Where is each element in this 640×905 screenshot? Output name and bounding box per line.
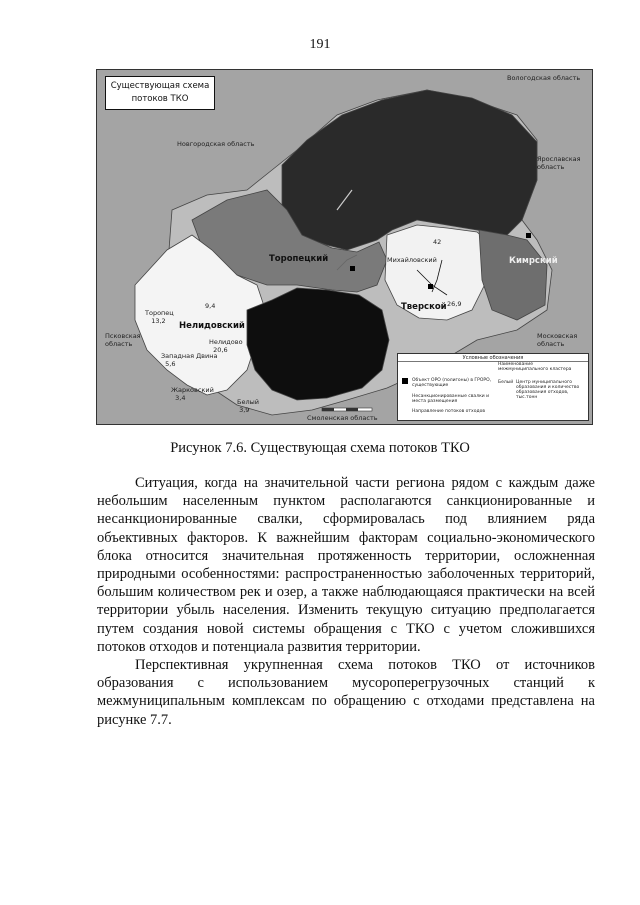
label-nelidovo-district: Нелидовский (179, 321, 245, 331)
legend-item-flow: Направление потоков отходов (412, 409, 485, 414)
paragraph-2: Перспективная укрупненная схема потоков ТКО от источников образования с использованием мусороперегрузочных станций к межмуниципальным комплексам по обращению с отходами представлена на рисунке 7.7. (97, 657, 595, 728)
label-yaroslavl: Ярославская область (537, 155, 581, 171)
legend-item-dumps: Несанкционированные свалки и места размещения (412, 394, 490, 404)
label-toropets-district: Торопецкий (269, 254, 329, 264)
label-bely: Белый 3,9 (237, 398, 259, 414)
legend-item-center: Центр муниципального образования и количество образования отходов, тыс.тонн (516, 380, 580, 400)
label-nelidovo: Нелидово 20,6 (209, 338, 243, 354)
label-zapadnaya-dvina: Западная Двина 5,6 (161, 352, 218, 368)
label-novgorod: Новгородская область (177, 140, 255, 148)
legend-item-cluster: Наименование межмуниципального кластера (498, 362, 572, 372)
paragraph-1: Ситуация, когда на значительной части региона рядом с каждым даже небольшим населенным пунктом располагаются санкционированные и несанкционированные свалки, сформировалась под влиянием ряда объективных факторов. К важнейшим факторам социально-экономического блока относится значительная протяженность территории, осложненная природными особенностями: распространенностью заболоченных территорий, большим количеством рек и озер, а также наблюдающаяся практически на всей территории убыль населения. Изменить текущую ситуацию предполагается путем создания новой системы обращения с ТКО с учетом сложившихся потоков отходов и потенциала развития территории. (97, 475, 595, 655)
body-text (97, 474, 595, 729)
map-title-box (105, 76, 215, 110)
map-title-line1: Существующая схема (110, 81, 210, 91)
figure-caption: Рисунок 7.6. Существующая схема потоков ТКО (170, 440, 470, 456)
label-tver-val: 42 (433, 238, 442, 246)
label-zharkovsky: Жарковский 3,4 (171, 386, 214, 402)
label-smolensk: Смоленская область (307, 414, 378, 422)
legend-item-bely: Белый (498, 380, 514, 385)
page-number: 191 (309, 37, 331, 52)
label-kimry: Кимрский (509, 256, 558, 266)
waste-flow-map (96, 69, 593, 425)
label-pskov: Псковская область (105, 332, 141, 348)
legend-item-landfill: Объект ОРО (полигоны) в ГРОРО, существующие (412, 378, 492, 388)
label-velizh-val: 9,4 (205, 302, 216, 310)
map-legend (397, 353, 589, 421)
label-toropets: Торопец 13,2 (145, 309, 174, 325)
legend-square-icon (402, 378, 408, 384)
label-moscow: Московская область (537, 332, 578, 348)
label-tver: Тверской (401, 302, 447, 312)
label-rzhev-val: 26,9 (447, 300, 462, 308)
legend-title: Условные обозначения (398, 354, 588, 362)
label-mikhailovsky: Михайловский (387, 256, 437, 264)
map-title-line2: потоков ТКО (131, 94, 189, 104)
label-vologda: Вологодская область (507, 74, 581, 82)
